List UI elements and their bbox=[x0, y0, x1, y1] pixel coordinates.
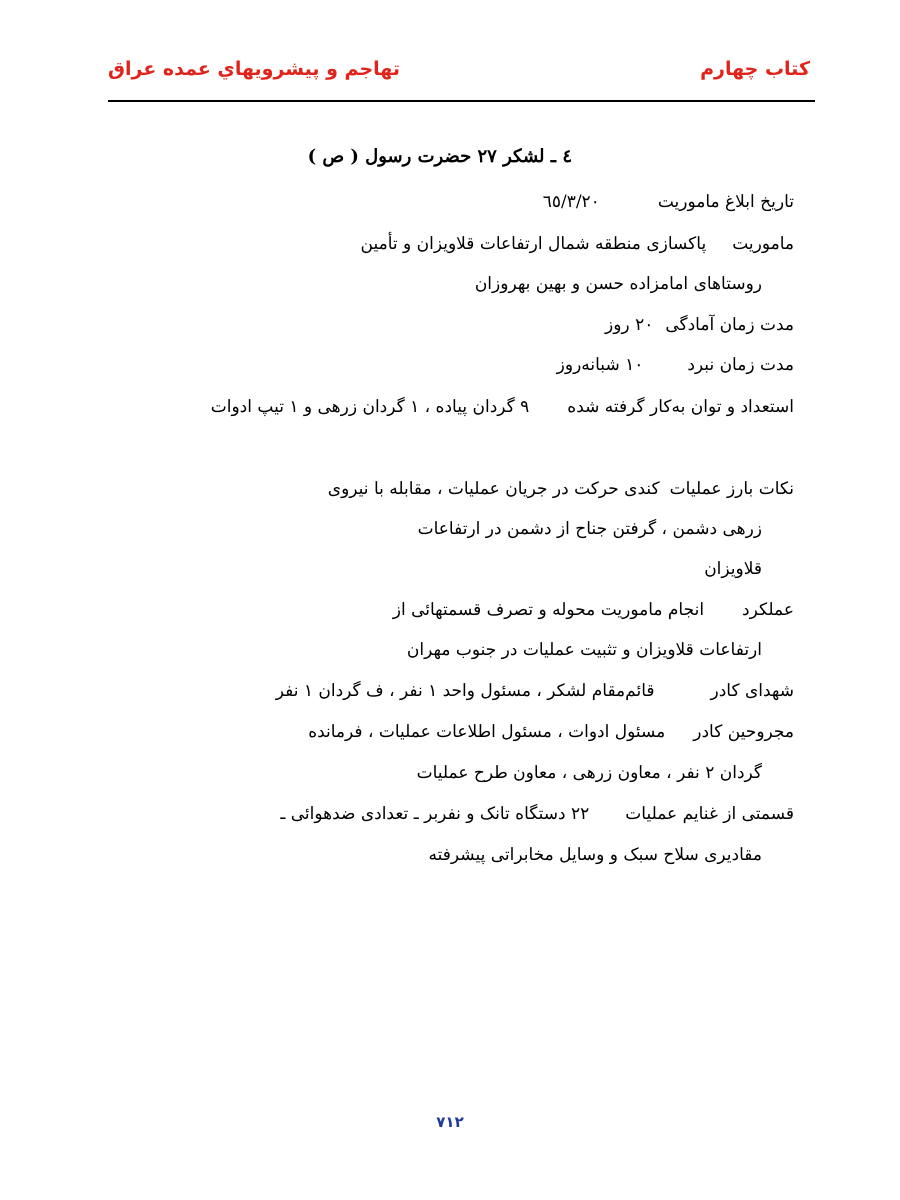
mission-row bbox=[361, 232, 794, 256]
martyrs-row bbox=[276, 679, 794, 703]
forces-value: ٩ گردان پیاده ، ١ گردان زرهی و ١ تیپ ادوات bbox=[210, 397, 530, 417]
highlights-row bbox=[328, 477, 794, 501]
mission-date-row bbox=[543, 190, 794, 214]
mission-label: ماموریت bbox=[732, 234, 794, 254]
forces-label: استعداد و توان به‌کار گرفته شده bbox=[567, 397, 794, 417]
combat-row bbox=[557, 353, 794, 377]
wounded-label: مجروحین کادر bbox=[693, 722, 794, 742]
performance-row bbox=[393, 598, 794, 622]
prep-row bbox=[605, 313, 794, 337]
book-title: كتاب چهارم bbox=[700, 58, 810, 80]
combat-label: مدت زمان نبرد bbox=[687, 355, 794, 375]
performance-text-1: انجام ماموریت محوله و تصرف قسمتهائی از bbox=[392, 600, 705, 620]
mission-date-value: ٦٥/٣/٢٠ bbox=[542, 192, 600, 212]
mission-text-2: روستاهای امامزاده حسن و بهین بهروزان bbox=[474, 274, 762, 294]
wounded-text-1: مسئول ادوات ، مسئول اطلاعات عملیات ، فرمانده bbox=[308, 722, 666, 742]
highlights-text-2: زرهی دشمن ، گرفتن جناح از دشمن در ارتفاعات bbox=[417, 519, 762, 539]
mission-date-label: تاریخ ابلاغ ماموریت bbox=[657, 192, 794, 212]
forces-row bbox=[211, 395, 794, 419]
mission-text-1: پاکسازی منطقه شمال ارتفاعات قلاویزان و تأمین bbox=[360, 234, 707, 254]
page-number: ٧١٢ bbox=[436, 1113, 464, 1131]
performance-label: عملکرد bbox=[742, 600, 794, 620]
highlights-text-1: کندی حرکت در جریان عملیات ، مقابله با نیروی bbox=[327, 479, 660, 499]
highlights-label: نکات بارز عملیات bbox=[669, 479, 794, 499]
prep-value: ٢٠ روز bbox=[605, 315, 654, 335]
prep-label: مدت زمان آمادگی bbox=[665, 315, 794, 335]
spoils-text-2: مقادیری سلاح سبک و وسایل مخابراتی پیشرفته bbox=[428, 845, 762, 865]
martyrs-value: قائم‌مقام لشکر ، مسئول واحد ١ نفر ، ف گردان ١ نفر bbox=[275, 681, 655, 701]
spoils-label: قسمتی از غنایم عملیات bbox=[625, 804, 794, 824]
martyrs-label: شهدای کادر bbox=[710, 681, 794, 701]
highlights-text-3: قلاویزان bbox=[704, 559, 762, 579]
volume-title: تهاجم و پيشرويهاي عمده عراق bbox=[108, 58, 400, 80]
combat-value: ١٠ شبانه‌روز bbox=[556, 355, 644, 375]
spoils-row bbox=[280, 802, 794, 826]
section-title: ٤ ـ لشکر ٢٧ حضرت رسول ( ص ) bbox=[307, 146, 572, 167]
performance-text-2: ارتفاعات قلاویزان و تثبیت عملیات در جنوب مهران bbox=[406, 640, 762, 660]
wounded-row bbox=[308, 720, 794, 744]
spoils-text-1: ٢٢ دستگاه تانک و نفربر ـ تعدادی ضدهوائی ـ bbox=[280, 804, 590, 824]
wounded-text-2: گردان ٢ نفر ، معاون زرهی ، معاون طرح عملیات bbox=[416, 763, 762, 783]
